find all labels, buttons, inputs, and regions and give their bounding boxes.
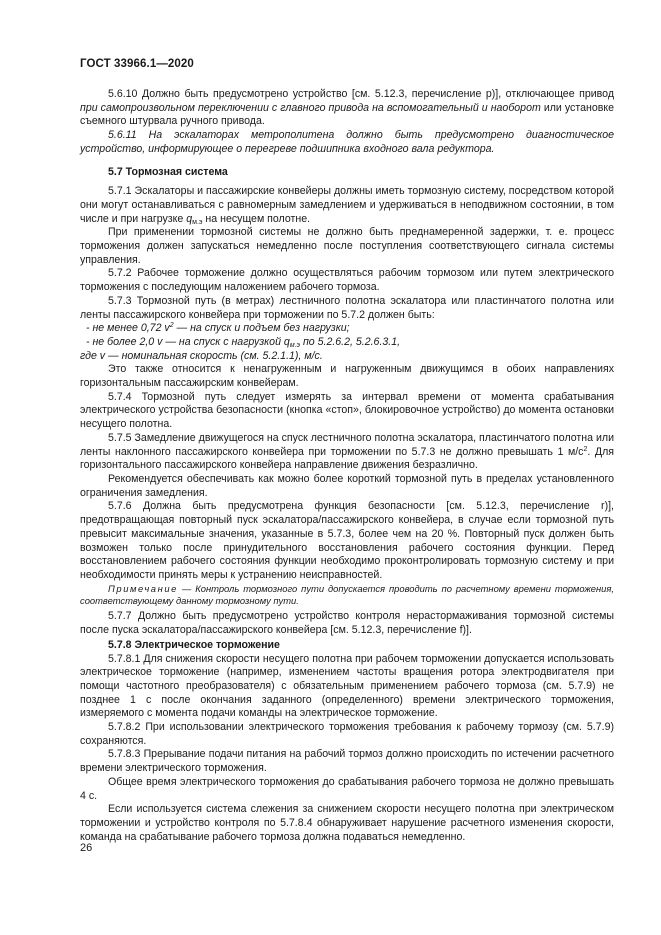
note-label: Примечание <box>108 582 178 594</box>
paragraph-speed-monitoring: Если используется система слежения за снижением скорости несущего полотна при электрическом торможении и устройство контроля по 5.7.8.4 обнаруживает нарушение расчетного изменения скорости, команда на срабатывание рабочего тормоза должна подаваться немедленно. <box>80 803 614 843</box>
list-item-where-v: где v — номинальная скорость (см. 5.2.1.1), м/с. <box>80 349 323 362</box>
clause-5-7-8-2: 5.7.8.2 При использовании электрического торможения требования к рабочему тормозу (см. 5.7.9) сохраняются. <box>80 721 614 747</box>
page-body <box>80 88 614 844</box>
clause-5-7-1: 5.7.1 Эскалаторы и пассажирские конвейеры должны иметь тормозную систему, посредством которой они могут останавливаться с равномерным замедлением и удерживаться в неподвижном состоянии, в том числе и при нагрузке $q_{м.э}$ на несущем полотне. <box>80 185 614 226</box>
list-item-max-distance: - не более 2,0 v — на спуск с нагрузкой $q_{м.э}$ по 5.2.6.2, 5.2.6.3.1, <box>86 335 401 349</box>
clause-5-7-4: 5.7.4 Тормозной путь следует измерять за интервал времени от момента срабатывания электрического устройства безопасности (кнопка «стоп», блокировочное устройство) до момента остановки несущего полотна. <box>80 390 614 431</box>
page-number: 26 <box>80 842 93 854</box>
clause-5-7-3: 5.7.3 Тормозной путь (в метрах) лестничного полотна эскалатора или пластинчатого полотна или ленты пассажирского конвейера при торможении по 5.7.2 должен быть: <box>80 294 614 321</box>
list-item-min-distance: - не менее 0,72 $v^2$ — на спуск и подъем без нагрузки; <box>86 322 350 335</box>
note-brake-distance: Примечание — Контроль тормозного пути допускается проводить по расчетному времени торможения, соответствующему данному тормозному пути. <box>80 582 614 607</box>
clause-5-7-7: 5.7.7 Должно быть предусмотрено устройство контроля нерастормаживания тормозной системы после пуска эскалатора/пассажирского конвейера [см. 5.12.3, перечисление f)]. <box>80 610 614 637</box>
clause-5-6-10-italic: при самопроизвольном переключении с главного привода на вспомогательный и наоборот <box>80 101 541 114</box>
section-heading-5-7: 5.7 Тормозная система <box>108 165 228 178</box>
symbol-q-subscript: м.э <box>192 218 203 226</box>
clause-5-6-11: 5.6.11 На эскалаторах метрополитена должно быть предусмотрено диагностическое устройство, информирующее о перегреве подшипника входного вала редуктора. <box>80 129 614 155</box>
clause-5-7-2: 5.7.2 Рабочее торможение должно осуществляться рабочим тормозом или путем электрического торможения с последующим наложением рабочего тормоза. <box>80 267 614 294</box>
document-header: ГОСТ 33966.1—2020 <box>80 58 194 70</box>
paragraph-recommend: Рекомендуется обеспечивать как можно более короткий тормозной путь в пределах установленного ограничения замедления. <box>80 472 614 499</box>
clause-5-7-8-1: 5.7.8.1 Для снижения скорости несущего полотна при рабочем торможении допускается использовать электрическое торможение (например, изменением частоты вращения ротора электродвигателя при помощи частотного преобразователя) с обязательным применением рабочего тормоза (см. 5.7.9) не позднее 1 с после окончания заданного (определенного) времени электрического торможения, измеряемого с момента подачи команды на электрическое торможение. <box>80 652 614 720</box>
clause-5-7-6: 5.7.6 Должна быть предусмотрена функция безопасности [см. 5.12.3, перечисление r)], предотвращающая повторный пуск эскалатора/пассажирского конвейера, в случае если тормозной путь превысит максимальные значения, указанные в 5.7.3, более чем на 20 %. Повторный пуск должен быть возможен только после принудительного восстановления рабочего состояния функции. Перед восстановлением рабочего состояния функции необходимо проконтролировать тормозную систему и при необходимости принять меры к устранению неисправностей. <box>80 500 614 581</box>
clause-5-7-5: 5.7.5 Замедление движущегося на спуск лестничного полотна эскалатора, пластинчатого полотна или ленты наклонного пассажирского конвейера при торможении по 5.7.3 не должно превышать 1 $м/с^2$. Для горизонтального пассажирского конвейера направление движения безразлично. <box>80 431 614 472</box>
paragraph-brake-apply: При применении тормозной системы не должно быть преднамеренной задержки, т. е. процесс торможения должен запускаться немедленно после поступления соответствующего сигнала системы управления. <box>80 226 614 266</box>
paragraph-total-time: Общее время электрического торможения до срабатывания рабочего тормоза не должно превышать 4 с. <box>80 775 614 802</box>
clause-5-7-8-3: 5.7.8.3 Прерывание подачи питания на рабочий тормоз должно происходить по истечении расчетного времени электрического торможения. <box>80 748 614 775</box>
clause-5-6-10: 5.6.10 Должно быть предусмотрено устройство [см. 5.12.3, перечисление р)], отключающее привод при самопроизвольном переключении с главного привода на вспомогательный и наоборот или установке съемного штурвала ручного привода. <box>80 88 614 128</box>
section-heading-5-7-8: 5.7.8 Электрическое торможение <box>108 638 280 651</box>
paragraph-also-applies: Это также относится к ненагруженным и нагруженным движущимся в обоих направлениях горизонтальным пассажирским конвейерам. <box>80 363 614 390</box>
symbol-q: q <box>186 212 193 225</box>
